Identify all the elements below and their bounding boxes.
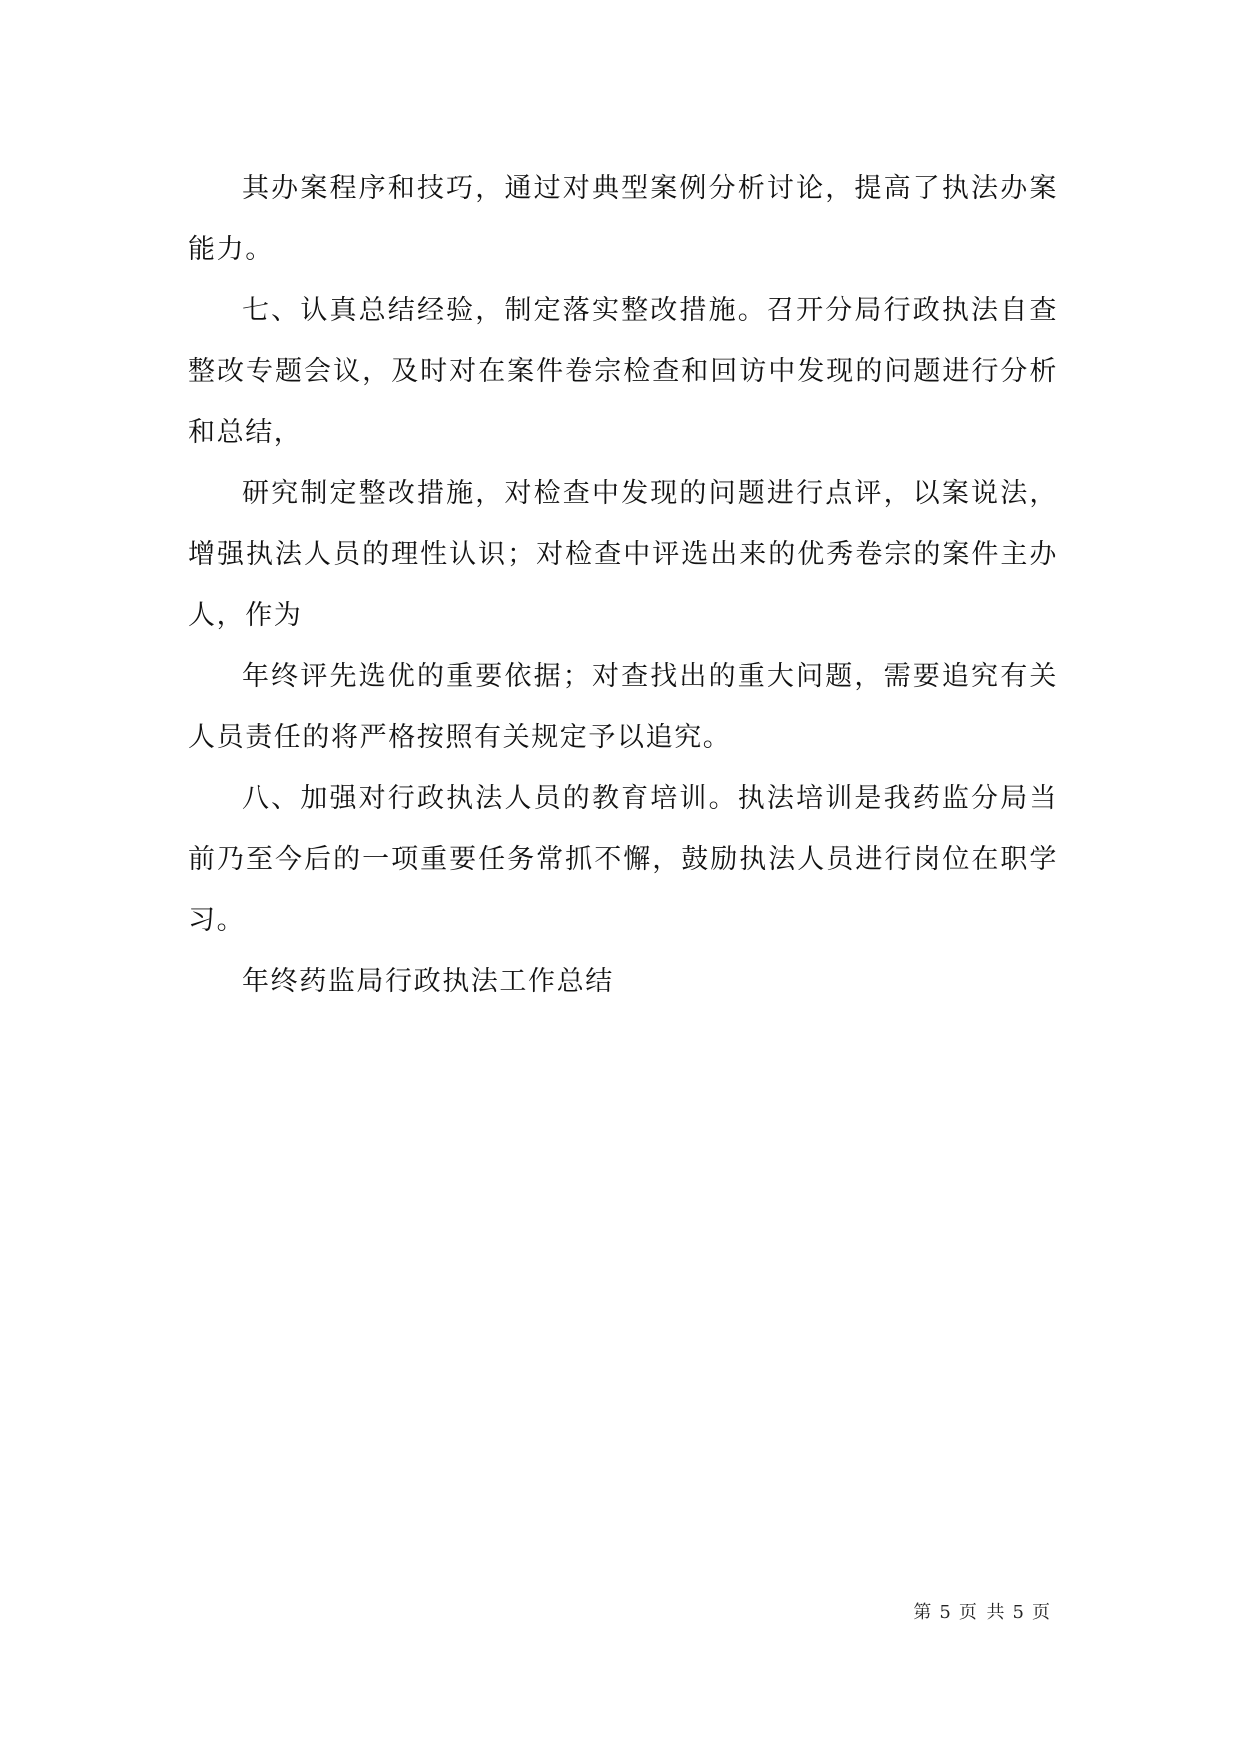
- footer-current-page: 5: [939, 1602, 953, 1623]
- footer-total-pages: 5: [1012, 1602, 1026, 1623]
- paragraph-rectification-measures: 研究制定整改措施，对检查中发现的问题进行点评，以案说法，增强执法人员的理性认识；对检查中评选出来的优秀卷宗的案件主办人，作为: [188, 478, 1058, 631]
- footer-suffix: 页: [1032, 1602, 1052, 1623]
- paragraph-year-end-evaluation: 年终评先选优的重要依据；对查找出的重大问题，需要追究有关人员责任的将严格按照有关规定予以追究。: [188, 661, 1058, 753]
- paragraph-document-title: 年终药监局行政执法工作总结: [242, 966, 614, 997]
- paragraph-case-skills: 其办案程序和技巧，通过对典型案例分析讨论，提高了执法办案能力。: [188, 173, 1058, 265]
- paragraph-section-seven: 七、认真总结经验，制定落实整改措施。召开分局行政执法自查整改专题会议，及时对在案件卷宗检查和回访中发现的问题进行分析和总结，: [188, 295, 1058, 448]
- page-footer: [0, 1598, 1055, 1624]
- document-body: [188, 158, 1058, 1012]
- footer-mid: 页 共: [958, 1602, 1007, 1623]
- paragraph-section-eight: 八、加强对行政执法人员的教育培训。执法培训是我药监分局当前乃至今后的一项重要任务常抓不懈，鼓励执法人员进行岗位在职学习。: [188, 783, 1058, 936]
- footer-prefix: 第: [913, 1602, 934, 1623]
